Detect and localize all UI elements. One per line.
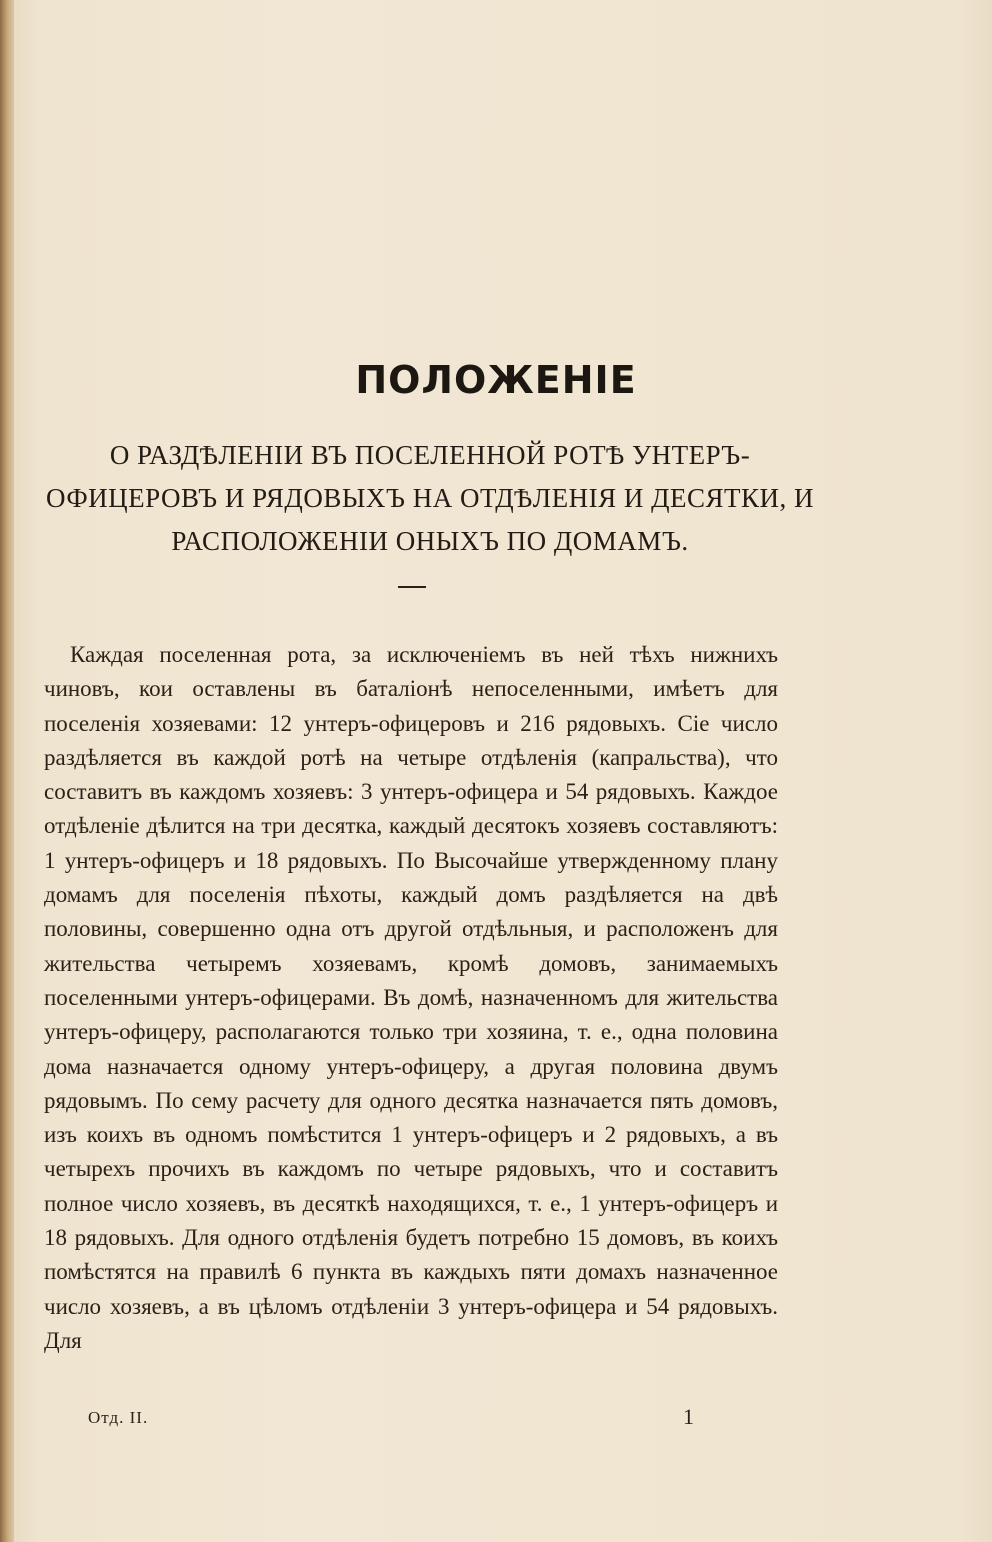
book-binding-edge xyxy=(0,0,14,1542)
document-title: ПОЛОЖЕНІЕ xyxy=(355,358,637,402)
section-label: Отд. II. xyxy=(88,1408,149,1427)
body-paragraph: Каждая поселенная рота, за исключеніемъ въ ней тѣхъ нижнихъ чиновъ, кои оставлены въ баталіонѣ непоселенными, имѣетъ для поселенія хозяевами: 12 унтеръ-офицеровъ и 216 рядовыхъ. Сіе число раздѣляется въ каждой ротѣ на четыре отдѣленія (капральства), что составитъ въ каждомъ хозяевъ: 3 унтеръ-офицера и 54 рядовыхъ. Каждое отдѣленіе дѣлится на три десятка, каждый десятокъ хозяевъ составляютъ: 1 унтеръ-офицеръ и 18 рядовыхъ. По Высочайше утвержденному плану домамъ для поселенія пѣхоты, каждый домъ раздѣляется на двѣ половины, совершенно одна отъ другой отдѣльныя, и расположенъ для жительства четыремъ хозяевамъ, кромѣ домовъ, занимаемыхъ поселенными унтеръ-офицерами. Въ домѣ, назначенномъ для жительства унтеръ-офицеру, располагаются только три хозяина, т. е., одна половина дома назначается одному унтеръ-офицеру, а другая половина двумъ рядовымъ. По сему расчету для одного десятка назначается пять домовъ, изъ коихъ въ одномъ помѣстится 1 унтеръ-офицеръ и 2 рядовыхъ, а въ четырехъ прочихъ въ каждомъ по четыре рядовыхъ, что и составитъ полное число хозяевъ, въ десяткѣ находящихся, т. е., 1 унтеръ-офицеръ и 18 рядовыхъ. Для одного отдѣленія будетъ потребно 15 домовъ, въ коихъ помѣстятся на правилѣ 6 пункта въ каждыхъ пяти домахъ назначенное число хозяевъ, а въ цѣломъ отдѣленіи 3 унтеръ-офицера и 54 рядовыхъ. Для xyxy=(44,642,778,1353)
page-number: 1 xyxy=(683,1404,694,1429)
separator-dash xyxy=(398,586,426,588)
document-subtitle: О РАЗДѢЛЕНІИ ВЪ ПОСЕЛЕННОЙ РОТѢ УНТЕРЪ-ОФИЦЕРОВЪ И РЯДОВЫХЪ НА ОТДѢЛЕНІЯ И ДЕСЯТКИ, И РАСПОЛОЖЕНІИ ОНЫХЪ ПО ДОМАМЪ. xyxy=(45,440,815,556)
